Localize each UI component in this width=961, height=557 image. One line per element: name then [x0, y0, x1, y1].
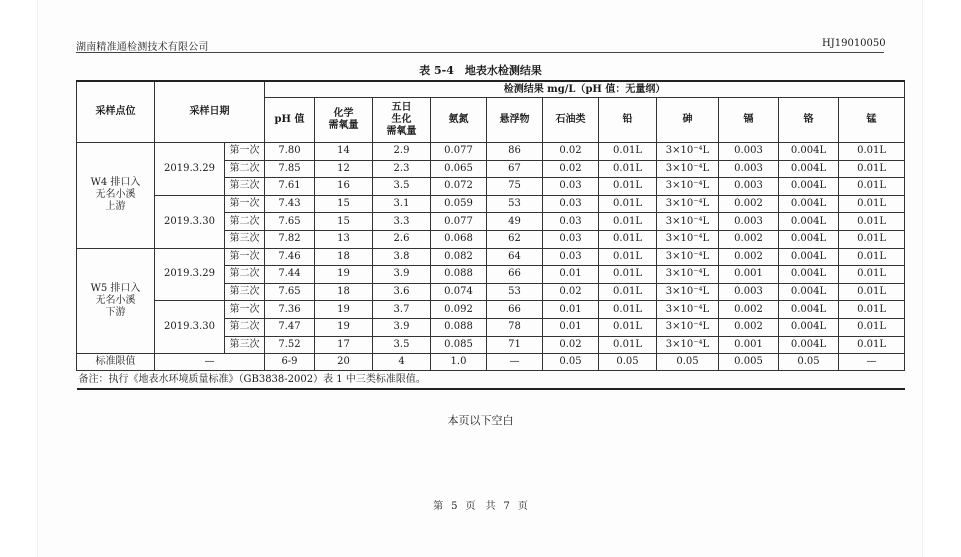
header-param: pH 值 — [265, 98, 315, 143]
value-cell: 0.01 — [543, 318, 599, 336]
value-cell: 0.004L — [779, 318, 839, 336]
site-name: W5 排口入 无名小溪 下游 — [77, 248, 155, 354]
header-param: 砷 — [657, 98, 719, 143]
value-cell: 0.088 — [431, 318, 487, 336]
value-cell: 12 — [315, 160, 373, 178]
sample-date: 2019.3.29 — [155, 248, 225, 301]
table-row — [77, 143, 905, 161]
value-cell: 0.004L — [779, 230, 839, 248]
value-cell: 0.01L — [839, 178, 905, 196]
value-cell: 3×10⁻⁴L — [657, 160, 719, 178]
value-cell: 14 — [315, 143, 373, 161]
value-cell: 0.01L — [599, 248, 657, 266]
value-cell: 66 — [487, 301, 543, 319]
value-cell: 0.001 — [719, 336, 779, 354]
header-param: 石油类 — [543, 98, 599, 143]
sample-sequence: 第一次 — [225, 195, 265, 213]
value-cell: 0.004L — [779, 283, 839, 301]
limit-value: 0.05 — [599, 354, 657, 371]
value-cell: 0.01 — [543, 266, 599, 284]
page-number — [0, 497, 961, 512]
value-cell: 0.082 — [431, 248, 487, 266]
value-cell: 0.01L — [599, 301, 657, 319]
value-cell: 0.01L — [839, 195, 905, 213]
value-cell: 3.5 — [373, 336, 431, 354]
value-cell: 0.02 — [543, 160, 599, 178]
value-cell: 0.002 — [719, 318, 779, 336]
sample-sequence: 第三次 — [225, 283, 265, 301]
value-cell: 18 — [315, 283, 373, 301]
value-cell: 0.02 — [543, 336, 599, 354]
value-cell: 3×10⁻⁴L — [657, 301, 719, 319]
value-cell: 7.43 — [265, 195, 315, 213]
value-cell: 3.3 — [373, 213, 431, 231]
value-cell: 0.01L — [599, 336, 657, 354]
value-cell: 49 — [487, 213, 543, 231]
value-cell: 64 — [487, 248, 543, 266]
value-cell: 3×10⁻⁴L — [657, 283, 719, 301]
value-cell: 2.6 — [373, 230, 431, 248]
value-cell: 18 — [315, 248, 373, 266]
value-cell: 0.03 — [543, 178, 599, 196]
value-cell: 0.074 — [431, 283, 487, 301]
value-cell: 75 — [487, 178, 543, 196]
page-mid: 页 共 — [465, 501, 496, 512]
value-cell: 0.004L — [779, 336, 839, 354]
header-param: 五日 生化 需氧量 — [373, 98, 431, 143]
value-cell: 7.52 — [265, 336, 315, 354]
sample-sequence: 第一次 — [225, 301, 265, 319]
sample-date: 2019.3.29 — [155, 143, 225, 196]
sample-sequence: 第三次 — [225, 336, 265, 354]
limit-value: — — [839, 354, 905, 371]
value-cell: 0.002 — [719, 248, 779, 266]
value-cell: 0.01L — [839, 248, 905, 266]
value-cell: 3.1 — [373, 195, 431, 213]
value-cell: 0.002 — [719, 230, 779, 248]
value-cell: 86 — [487, 143, 543, 161]
sample-sequence: 第二次 — [225, 213, 265, 231]
value-cell: 0.065 — [431, 160, 487, 178]
value-cell: 0.01L — [599, 143, 657, 161]
value-cell: 3×10⁻⁴L — [657, 143, 719, 161]
value-cell: 3.5 — [373, 178, 431, 196]
sample-sequence: 第二次 — [225, 160, 265, 178]
limits-label: 标准限值 — [77, 354, 155, 371]
value-cell: 0.004L — [779, 266, 839, 284]
value-cell: 7.61 — [265, 178, 315, 196]
value-cell: 0.003 — [719, 143, 779, 161]
value-cell: 0.003 — [719, 213, 779, 231]
value-cell: 0.004L — [779, 213, 839, 231]
value-cell: 19 — [315, 266, 373, 284]
value-cell: 3×10⁻⁴L — [657, 213, 719, 231]
value-cell: 19 — [315, 301, 373, 319]
page-total: 7 — [503, 501, 510, 512]
limit-value: 0.005 — [719, 354, 779, 371]
header-divider — [76, 52, 884, 53]
note-row — [77, 371, 905, 390]
value-cell: 0.01L — [599, 195, 657, 213]
value-cell: 0.092 — [431, 301, 487, 319]
value-cell: 3×10⁻⁴L — [657, 336, 719, 354]
value-cell: 0.01L — [839, 301, 905, 319]
value-cell: 0.01L — [839, 143, 905, 161]
value-cell: 0.004L — [779, 178, 839, 196]
limit-value: 0.05 — [543, 354, 599, 371]
limits-date: — — [155, 354, 265, 371]
value-cell: 0.01L — [599, 160, 657, 178]
sample-sequence: 第二次 — [225, 318, 265, 336]
value-cell: 0.01L — [599, 178, 657, 196]
value-cell: 7.36 — [265, 301, 315, 319]
value-cell: 0.003 — [719, 160, 779, 178]
value-cell: 7.46 — [265, 248, 315, 266]
value-cell: 19 — [315, 318, 373, 336]
site-name: W4 排口入 无名小溪 上游 — [77, 143, 155, 249]
value-cell: 3×10⁻⁴L — [657, 230, 719, 248]
value-cell: 67 — [487, 160, 543, 178]
sample-sequence: 第三次 — [225, 230, 265, 248]
value-cell: 0.002 — [719, 301, 779, 319]
page-prefix: 第 — [433, 501, 444, 512]
header-param: 镉 — [719, 98, 779, 143]
blank-notice: 本页以下空白 — [447, 414, 514, 427]
header-param: 锰 — [839, 98, 905, 143]
page-suffix: 页 — [517, 501, 528, 512]
value-cell: 0.003 — [719, 178, 779, 196]
table-note: 备注：执行《地表水环境质量标准》（GB3838-2002）表 1 中三类标准限值。 — [77, 371, 905, 390]
value-cell: 2.9 — [373, 143, 431, 161]
limit-value: 1.0 — [431, 354, 487, 371]
value-cell: 3×10⁻⁴L — [657, 195, 719, 213]
value-cell: 0.077 — [431, 213, 487, 231]
value-cell: 0.01L — [599, 266, 657, 284]
header-site: 采样点位 — [77, 81, 155, 143]
value-cell: 3.6 — [373, 283, 431, 301]
sample-sequence: 第二次 — [225, 266, 265, 284]
value-cell: 0.085 — [431, 336, 487, 354]
value-cell: 2.3 — [373, 160, 431, 178]
value-cell: 0.003 — [719, 283, 779, 301]
header-date: 采样日期 — [155, 81, 265, 143]
value-cell: 15 — [315, 213, 373, 231]
value-cell: 0.004L — [779, 195, 839, 213]
sample-sequence: 第一次 — [225, 143, 265, 161]
value-cell: 3×10⁻⁴L — [657, 318, 719, 336]
value-cell: 0.059 — [431, 195, 487, 213]
value-cell: 0.004L — [779, 143, 839, 161]
value-cell: 0.002 — [719, 195, 779, 213]
value-cell: 7.65 — [265, 283, 315, 301]
value-cell: 0.01L — [839, 336, 905, 354]
sample-sequence: 第一次 — [225, 248, 265, 266]
value-cell: 3.8 — [373, 248, 431, 266]
value-cell: 0.01 — [543, 301, 599, 319]
header-param: 悬浮物 — [487, 98, 543, 143]
value-cell: 0.01L — [599, 230, 657, 248]
limit-value: 0.05 — [779, 354, 839, 371]
value-cell: 71 — [487, 336, 543, 354]
value-cell: 0.004L — [779, 248, 839, 266]
value-cell: 13 — [315, 230, 373, 248]
value-cell: 7.85 — [265, 160, 315, 178]
value-cell: 3.9 — [373, 266, 431, 284]
value-cell: 0.01L — [839, 230, 905, 248]
value-cell: 62 — [487, 230, 543, 248]
value-cell: 7.65 — [265, 213, 315, 231]
value-cell: 0.01L — [599, 318, 657, 336]
value-cell: 3×10⁻⁴L — [657, 178, 719, 196]
limit-value: 6-9 — [265, 354, 315, 371]
value-cell: 0.02 — [543, 283, 599, 301]
header-param: 氨氮 — [431, 98, 487, 143]
header-param: 铬 — [779, 98, 839, 143]
value-cell: 53 — [487, 283, 543, 301]
value-cell: 0.004L — [779, 160, 839, 178]
value-cell: 0.01L — [839, 318, 905, 336]
value-cell: 0.03 — [543, 195, 599, 213]
value-cell: 0.077 — [431, 143, 487, 161]
header-param: 铅 — [599, 98, 657, 143]
value-cell: 53 — [487, 195, 543, 213]
value-cell: 0.03 — [543, 213, 599, 231]
value-cell: 66 — [487, 266, 543, 284]
value-cell: 7.82 — [265, 230, 315, 248]
limit-value: 20 — [315, 354, 373, 371]
header-param: 化学 需氧量 — [315, 98, 373, 143]
value-cell: 0.01L — [599, 283, 657, 301]
value-cell: 0.01L — [839, 283, 905, 301]
limit-value: 4 — [373, 354, 431, 371]
value-cell: 7.44 — [265, 266, 315, 284]
value-cell: 0.004L — [779, 301, 839, 319]
limits-row — [77, 354, 905, 371]
page-current: 5 — [451, 501, 458, 512]
limit-value: — — [487, 354, 543, 371]
sample-sequence: 第三次 — [225, 178, 265, 196]
value-cell: 0.01L — [839, 266, 905, 284]
value-cell: 0.03 — [543, 248, 599, 266]
results-table — [76, 80, 905, 390]
value-cell: 0.072 — [431, 178, 487, 196]
value-cell: 0.03 — [543, 230, 599, 248]
value-cell: 0.001 — [719, 266, 779, 284]
sample-date: 2019.3.30 — [155, 301, 225, 354]
value-cell: 7.47 — [265, 318, 315, 336]
value-cell: 3×10⁻⁴L — [657, 266, 719, 284]
value-cell: 0.02 — [543, 143, 599, 161]
document-number: HJ19010050 — [822, 38, 886, 49]
company-name: 湖南精准通检测技术有限公司 — [76, 42, 209, 53]
value-cell: 3.9 — [373, 318, 431, 336]
value-cell: 7.80 — [265, 143, 315, 161]
value-cell: 16 — [315, 178, 373, 196]
limit-value: 0.05 — [657, 354, 719, 371]
header-result-group: 检测结果 mg/L（pH 值：无量纲） — [265, 81, 905, 98]
value-cell: 78 — [487, 318, 543, 336]
value-cell: 0.01L — [839, 160, 905, 178]
table-row — [77, 248, 905, 266]
value-cell: 3×10⁻⁴L — [657, 248, 719, 266]
value-cell: 0.068 — [431, 230, 487, 248]
table-row — [77, 195, 905, 213]
value-cell: 15 — [315, 195, 373, 213]
value-cell: 0.01L — [839, 213, 905, 231]
value-cell: 3.7 — [373, 301, 431, 319]
value-cell: 0.01L — [599, 213, 657, 231]
value-cell: 0.088 — [431, 266, 487, 284]
value-cell: 17 — [315, 336, 373, 354]
table-title: 表 5-4 地表水检测结果 — [419, 64, 542, 77]
table-row — [77, 301, 905, 319]
sample-date: 2019.3.30 — [155, 195, 225, 248]
